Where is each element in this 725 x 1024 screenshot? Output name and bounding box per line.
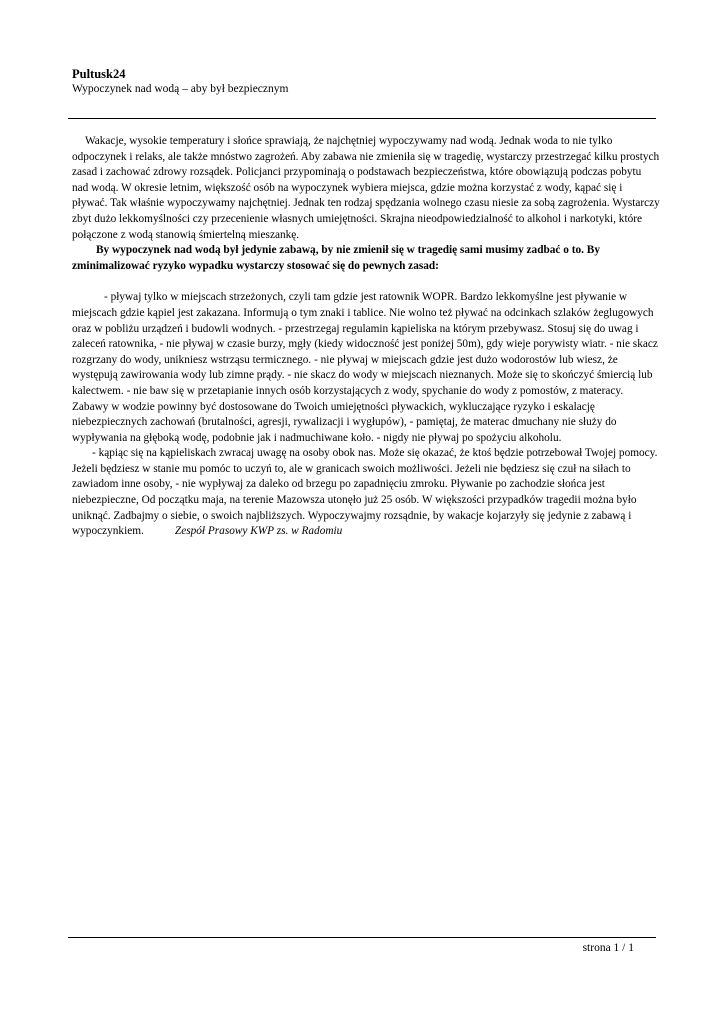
- bold-lead-paragraph: By wypoczynek nad wodą był jedynie zabawą, by nie zmienił się w tragedię sami musimy zadbać o to. By zminimalizować ryzyko wypadku wystarczy stosować się do pewnych zasad:: [72, 244, 600, 272]
- press-team-signature: Zespół Prasowy KWP zs. w Radomiu: [174, 525, 343, 538]
- article-body: [72, 134, 660, 540]
- document-header: [72, 66, 652, 97]
- safety-rules-paragraph: - pływaj tylko w miejscach strzeżonych, czyli tam gdzie jest ratownik WOPR. Bardzo lekkomyślne jest pływanie w miejscach gdzie kąpiel jest zakazana. Informują o tym znaki i tablice. Nie wolno też pływać na odcinkach szlaków żeglugowych oraz w pobliżu urządzeń i budowli wodnych. - przestrzegaj regulamin kąpieliska na którym przebywasz. Stosuj się do uwag i zaleceń ratownika, - nie pływaj w czasie burzy, mgły (kiedy widoczność jest poniżej 50m), gdy wieje porywisty wiatr. - nie skacz rozgrzany do wody, unikniesz wstrząsu termicznego. - nie pływaj w miejscach gdzie jest dużo wodorostów lub wiesz, że występują zawirowania wody lub zimne prądy. - nie skacz do wody w miejscach nieznanych. Może się to skończyć śmiercią lub kalectwem. - nie baw się w przetapianie innych osób korzystających z wody, spychanie do wody z pomostów, z materacy. Zabawy w wodzie powinny być dostosowane do Twoich umiejętności pływackich, wykluczające ryzyko i eskalację niebezpiecznych zachowań (brutalności, agresji, rywalizacji i wygłupów), - pamiętaj, że materac dmuchany nie służy do wypływania na głęboką wodę, podobnie jak i nadmuchiwane koło. - nigdy nie pływaj po spożyciu alkoholu.: [72, 291, 658, 444]
- intro-paragraph: Wakacje, wysokie temperatury i słońce sprawiają, że najchętniej wypoczywamy nad wodą. Jednak woda to nie tylko odpoczynek i relaks, ale także mnóstwo zagrożeń. Aby zabawa nie zmieniła się w tragedię, wystarczy przestrzegać kilku prostych zasad i zachować zdrowy rozsądek. Policjanci przypominają o podstawach bezpieczeństwa, które obowiązują podczas pobytu nad wodą. W okresie letnim, większość osób na wypoczynek wybiera miejsca, gdzie można korzystać z wody, kąpać się i pływać. Tak właśnie wypoczywamy najchętniej. Jednak ten rodzaj spędzania wolnego czasu niesie za sobą zagrożenia. Wystarczy zbyt dużo lekkomyślności czy przecenienie własnych umiejętności. Skrajna nieodpowiedzialność to alkohol i narkotyki, które połączone z wodą stanowią śmiertelną mieszankę.: [72, 135, 660, 241]
- header-divider: [68, 118, 656, 119]
- page-number: strona 1 / 1: [582, 942, 634, 954]
- closing-paragraph: [72, 446, 660, 540]
- paragraph-spacer: [72, 274, 660, 290]
- closing-text: - kąpiąc się na kąpieliskach zwracaj uwagę na osoby obok nas. Może się okazać, że ktoś będzie potrzebował Twojej pomocy. Jeżeli będziesz w stanie mu pomóc to uczyń to, ale w granicach swoich możliwości. Jeżeli nie będziesz się czuł na siłach to zawiadom inne osoby, - nie wypływaj za daleko od brzegu po zapadnięciu zmroku. Pływanie po zachodzie słońca jest niebezpieczne, Od początku maja, na terenie Mazowsza utonęło już 25 osób. W większości przypadków tragedii można było uniknąć. Zadbajmy o siebie, o swoich najbliższych. Wypoczywajmy rozsądnie, by wakacje kojarzyły się jedynie z zabawą i wypoczynkiem.: [72, 447, 658, 538]
- site-name: Pultusk24: [72, 67, 126, 81]
- footer-divider: [68, 937, 656, 938]
- document-subtitle: Wypoczynek nad wodą – aby był bezpiecznym: [72, 83, 289, 95]
